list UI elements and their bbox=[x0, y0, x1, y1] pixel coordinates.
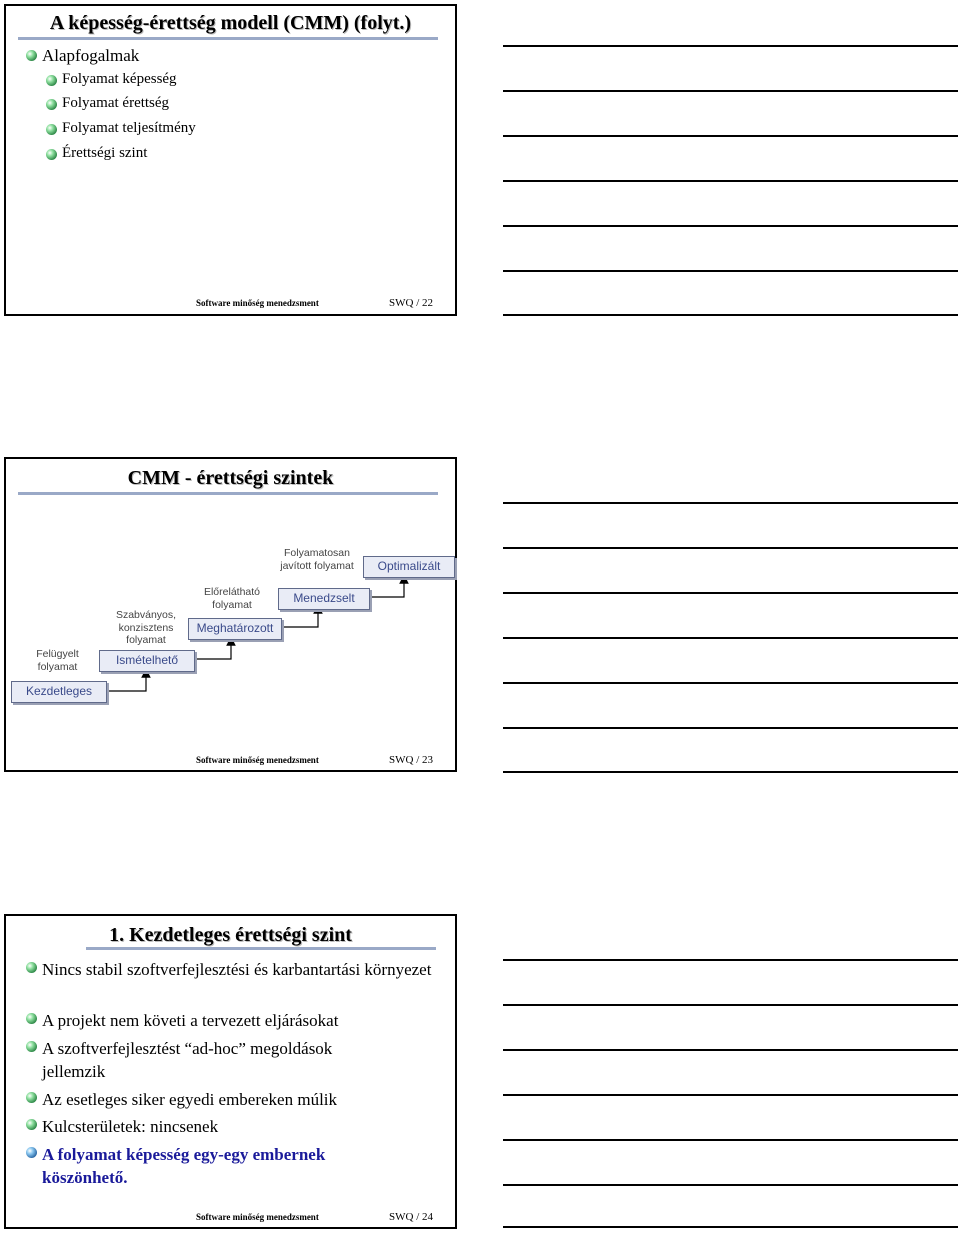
bullet-item bbox=[26, 46, 139, 66]
level-box-defined: Meghatározott bbox=[188, 618, 282, 640]
note-line bbox=[503, 1004, 958, 1006]
bullet-item bbox=[26, 1037, 386, 1083]
note-line bbox=[503, 547, 958, 549]
sub-bullet-item bbox=[46, 120, 196, 137]
bullet-text: Az esetleges siker egyedi embereken múlik bbox=[42, 1090, 338, 1109]
green-bullet-icon bbox=[26, 1092, 37, 1103]
title-underline bbox=[86, 947, 436, 950]
note-line bbox=[503, 90, 958, 92]
bullet-text: A szoftverfejlesztést “ad-hoc” megoldások jellemzik bbox=[42, 1039, 333, 1081]
bullet-text: A folyamat képesség egy-egy embernek köszönhető. bbox=[42, 1145, 326, 1187]
note-line bbox=[503, 225, 958, 227]
note-line bbox=[503, 682, 958, 684]
maturity-staircase-diagram bbox=[6, 459, 455, 770]
bullet-text: Kulcsterületek: nincsenek bbox=[42, 1117, 219, 1136]
note-line bbox=[503, 1184, 958, 1186]
level-label: Folyamatosan javított folyamat bbox=[280, 547, 354, 572]
bullet-text: Alapfogalmak bbox=[42, 46, 140, 65]
bullet-text: Érettségi szint bbox=[62, 145, 148, 161]
bullet-item bbox=[26, 1115, 446, 1138]
level-box-optimizing: Optimalizált bbox=[363, 556, 455, 578]
note-line bbox=[503, 1094, 958, 1096]
note-line bbox=[503, 1226, 958, 1228]
bullet-item-highlight bbox=[26, 1143, 386, 1189]
slide-page-number: SWQ / 22 bbox=[389, 297, 433, 309]
note-line bbox=[503, 959, 958, 961]
green-bullet-icon bbox=[46, 75, 57, 86]
bullet-item bbox=[26, 1088, 446, 1111]
note-line bbox=[503, 727, 958, 729]
slide-footer: Software minőség menedzsment bbox=[196, 1212, 319, 1222]
note-line bbox=[503, 270, 958, 272]
slide-page-number: SWQ / 24 bbox=[389, 1211, 433, 1223]
slide-22 bbox=[4, 4, 457, 316]
blue-bullet-icon bbox=[26, 1147, 37, 1158]
slide-23 bbox=[4, 457, 457, 772]
green-bullet-icon bbox=[46, 99, 57, 110]
sub-bullet-item bbox=[46, 95, 169, 112]
note-line bbox=[503, 45, 958, 47]
green-bullet-icon bbox=[26, 1013, 37, 1024]
note-line bbox=[503, 502, 958, 504]
green-bullet-icon bbox=[26, 1041, 37, 1052]
slide-footer: Software minőség menedzsment bbox=[196, 298, 319, 308]
bullet-text: A projekt nem követi a tervezett eljárásokat bbox=[42, 1011, 339, 1030]
slide-title: A képesség-érettség modell (CMM) (folyt.) bbox=[49, 12, 412, 34]
note-line bbox=[503, 592, 958, 594]
level-label: Felügyelt folyamat bbox=[36, 648, 79, 673]
bullet-item bbox=[26, 1009, 446, 1032]
bullet-text: Nincs stabil szoftverfejlesztési és karbantartási környezet bbox=[42, 960, 432, 979]
note-line bbox=[503, 771, 958, 773]
note-line bbox=[503, 637, 958, 639]
note-line bbox=[503, 135, 958, 137]
note-line bbox=[503, 180, 958, 182]
title-underline bbox=[18, 37, 438, 40]
note-line bbox=[503, 314, 958, 316]
bullet-text: Folyamat teljesítmény bbox=[62, 120, 196, 136]
bullet-text: Folyamat képesség bbox=[62, 71, 177, 87]
green-bullet-icon bbox=[26, 962, 37, 973]
level-box-repeatable: Ismételhető bbox=[99, 650, 195, 672]
level-label: Előrelátható folyamat bbox=[203, 586, 261, 611]
level-box-managed: Menedzselt bbox=[278, 588, 370, 610]
level-box-initial: Kezdetleges bbox=[11, 681, 107, 703]
green-bullet-icon bbox=[26, 1119, 37, 1130]
green-bullet-icon bbox=[46, 149, 57, 160]
green-bullet-icon bbox=[26, 50, 37, 61]
bullet-item bbox=[26, 958, 446, 981]
slide-footer: Software minőség menedzsment bbox=[196, 755, 319, 765]
level-label: Szabványos, konzisztens folyamat bbox=[115, 609, 177, 646]
note-line bbox=[503, 1139, 958, 1141]
note-line bbox=[503, 1049, 958, 1051]
slide-page-number: SWQ / 23 bbox=[389, 754, 433, 766]
sub-bullet-item bbox=[46, 71, 177, 88]
sub-bullet-item bbox=[46, 145, 147, 162]
bullet-text: Folyamat érettség bbox=[62, 95, 170, 111]
green-bullet-icon bbox=[46, 124, 57, 135]
slide-24 bbox=[4, 914, 457, 1229]
slide-title: CMM - érettségi szintek bbox=[127, 467, 334, 489]
slide-title: 1. Kezdetleges érettségi szint bbox=[109, 924, 352, 946]
